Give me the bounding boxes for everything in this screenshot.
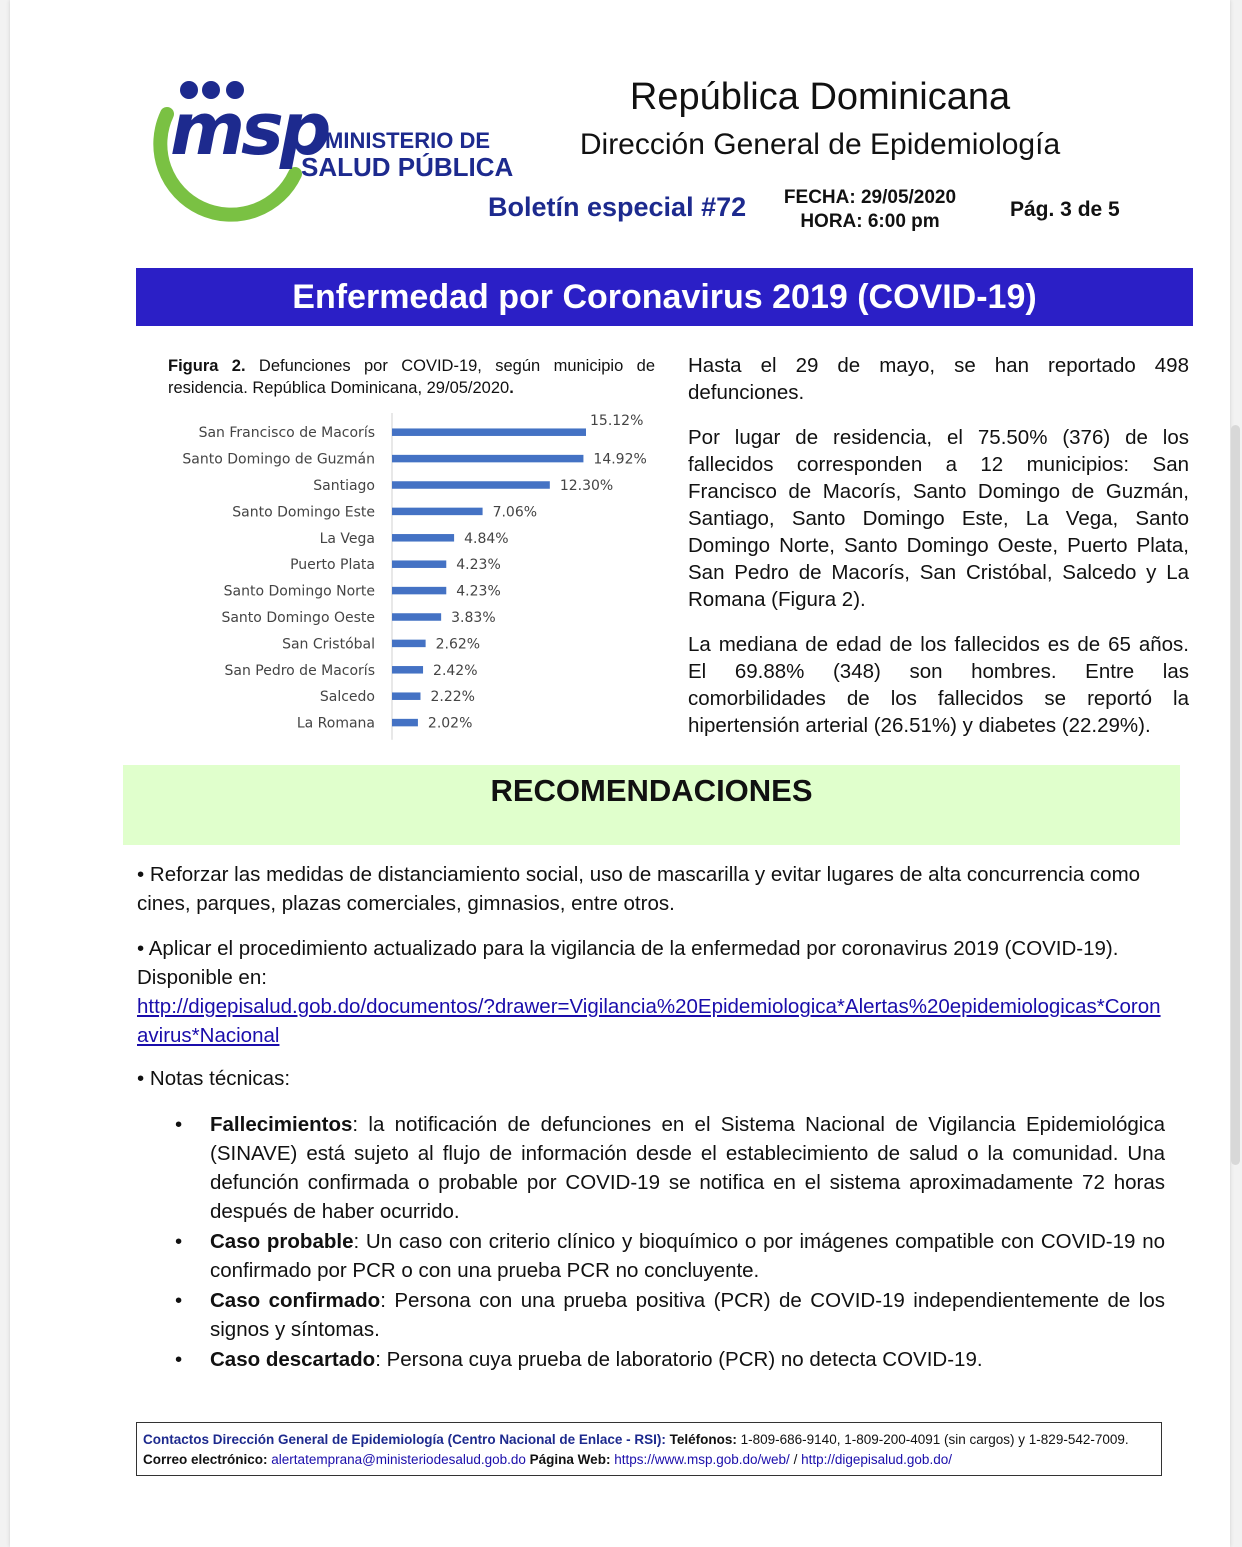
note-caso-confirmado bbox=[175, 1286, 1165, 1344]
bullet: • bbox=[137, 863, 145, 886]
surveillance-procedure-link[interactable]: http://digepisalud.gob.do/documentos/?drawer=Vigilancia%20Epidemiologica*Alertas%20epidemiologicas*Coronavirus*Nacional bbox=[137, 995, 1161, 1047]
note-text: : Persona cuya prueba de laboratorio (PCR) no detecta COVID-19. bbox=[375, 1348, 983, 1371]
bar bbox=[392, 534, 454, 542]
bar bbox=[392, 481, 550, 489]
email-label: Correo electrónico: bbox=[143, 1452, 268, 1467]
direction-title: Dirección General de Epidemiología bbox=[579, 128, 1061, 161]
deaths-by-municipality-chart bbox=[160, 405, 670, 745]
recommendation-text-2: Aplicar el procedimiento actualizado para la vigilancia de la enfermedad por coronavirus 2019 (COVID-19). Disponible en: bbox=[137, 937, 1119, 989]
bullet: • bbox=[175, 1113, 183, 1136]
category-label: Santo Domingo Oeste bbox=[221, 610, 375, 626]
web-link-msp[interactable]: https://www.msp.gob.do/web/ bbox=[614, 1452, 790, 1467]
category-label: Santo Domingo Este bbox=[232, 504, 375, 521]
page-number: Pág. 3 de 5 bbox=[1010, 198, 1120, 221]
category-label: Santiago bbox=[313, 478, 375, 494]
recommendation-text-1: Reforzar las medidas de distanciamiento social, uso de mascarilla y evitar lugares de alta concurrencia como cines, parques, plazas comerciales, gimnasios, entre otros. bbox=[137, 863, 1141, 915]
data-label: 3.83% bbox=[451, 610, 496, 626]
note-term: Caso confirmado bbox=[210, 1289, 381, 1312]
note-text: : Un caso con criterio clínico y bioquímico o por imágenes compatible con COVID-19 no confirmado por PCR o con una prueba PCR no concluyente. bbox=[210, 1230, 1165, 1282]
technical-notes-list bbox=[175, 1110, 1165, 1375]
bar bbox=[392, 719, 418, 727]
note-fallecimientos bbox=[175, 1110, 1165, 1226]
recommendation-item-3 bbox=[137, 1064, 1167, 1093]
logo-mark: msp bbox=[170, 87, 328, 171]
contacts-footer bbox=[136, 1422, 1162, 1476]
category-label: Salcedo bbox=[319, 689, 375, 706]
note-text: : la notificación de defunciones en el Sistema Nacional de Vigilancia Epidemiológica (SINAVE) está sujeto al flujo de información desde el establecimiento de salud o la comunidad. Una defunción confirmada o probable por COVID-19 se notifica en el sistema aproximadamente 72 horas después de haber ocurrido. bbox=[210, 1113, 1165, 1223]
category-label: La Romana bbox=[296, 715, 375, 732]
figure-caption bbox=[168, 355, 655, 399]
logo-line2: SALUD PÚBLICA bbox=[301, 152, 514, 182]
bar bbox=[392, 666, 423, 674]
phones-label: Teléfonos: bbox=[669, 1432, 737, 1447]
bar bbox=[392, 587, 446, 595]
country-title: República Dominicana bbox=[629, 76, 1011, 118]
recommendation-item-2 bbox=[137, 934, 1167, 1050]
bullet: • bbox=[137, 937, 145, 960]
note-text: : Persona con una prueba positiva (PCR) de COVID-19 independientemente de los signos y síntomas. bbox=[210, 1289, 1165, 1341]
category-label: San Cristóbal bbox=[282, 636, 375, 653]
bar bbox=[392, 640, 426, 648]
document-page bbox=[10, 0, 1230, 1547]
summary-paragraph-3: La mediana de edad de los fallecidos es de 65 años. El 69.88% (348) son hombres. Entre las comorbilidades de los fallecidos se reportó la hipertensión arterial (26.51%) y diabetes (22.29%). bbox=[688, 633, 1189, 737]
bar bbox=[392, 560, 446, 568]
category-label: San Francisco de Macorís bbox=[198, 425, 375, 442]
data-label: 7.06% bbox=[492, 504, 538, 521]
category-label: Santo Domingo de Guzmán bbox=[182, 451, 375, 468]
bullet: • bbox=[175, 1348, 183, 1371]
summary-paragraph-2: Por lugar de residencia, el 75.50% (376) de los fallecidos corresponden a 12 municipios: San Francisco de Macorís, Santo Domingo de Guzmán, Santiago, Santo Domingo Este, La Vega, Santo Domingo Norte, Santo Domingo Oeste, Puerto Plata, San Pedro de Macorís, San Cristóbal, Salcedo y La Romana (Figura 2). bbox=[688, 426, 1189, 611]
category-label: San Pedro de Macorís bbox=[224, 662, 375, 679]
data-label: 4.84% bbox=[464, 530, 509, 547]
category-label: La Vega bbox=[319, 530, 375, 547]
web-label: Página Web: bbox=[529, 1452, 611, 1467]
bullet: • bbox=[137, 1067, 145, 1090]
contacts-title: Contactos Dirección General de Epidemiología (Centro Nacional de Enlace - RSI): bbox=[143, 1432, 666, 1447]
data-label: 2.22% bbox=[430, 689, 475, 706]
bar bbox=[392, 692, 420, 700]
section-banner: Enfermedad por Coronavirus 2019 (COVID-19) bbox=[136, 268, 1193, 326]
figure-caption-end: . bbox=[509, 379, 514, 397]
data-label: 12.30% bbox=[559, 478, 614, 494]
vertical-scrollbar[interactable] bbox=[1231, 425, 1240, 1165]
note-term: Fallecimientos bbox=[210, 1113, 353, 1136]
summary-paragraph-1: Hasta el 29 de mayo, se han reportado 498 defunciones. bbox=[688, 354, 1189, 404]
logo-line1: MINISTERIO DE bbox=[325, 128, 491, 153]
bullet: • bbox=[175, 1289, 183, 1312]
figure-label: Figura 2. bbox=[168, 357, 246, 375]
data-label: 4.23% bbox=[456, 557, 501, 574]
data-label: 2.42% bbox=[433, 662, 478, 679]
note-term: Caso probable bbox=[210, 1230, 354, 1253]
figure-caption-text: Defunciones por COVID-19, según municipio de residencia. República Dominicana, 29/05/2020 bbox=[168, 357, 655, 397]
recommendation-item-1 bbox=[137, 860, 1167, 918]
recommendations-title: RECOMENDACIONES bbox=[490, 773, 813, 808]
recommendation-text-3: Notas técnicas: bbox=[144, 1067, 291, 1090]
data-label: 2.02% bbox=[427, 715, 473, 732]
date-time-block bbox=[770, 186, 970, 234]
data-label: 4.23% bbox=[456, 583, 501, 600]
bar bbox=[392, 613, 441, 621]
bar bbox=[392, 455, 583, 463]
category-label: Santo Domingo Norte bbox=[223, 583, 375, 600]
note-caso-probable bbox=[175, 1227, 1165, 1285]
date-label: FECHA: 29/05/2020 bbox=[783, 187, 957, 208]
web-link-digepisalud[interactable]: http://digepisalud.gob.do/ bbox=[801, 1452, 952, 1467]
data-label: 14.92% bbox=[593, 451, 647, 468]
bullet: • bbox=[175, 1230, 183, 1253]
web-separator: / bbox=[793, 1452, 798, 1467]
email-link[interactable]: alertatemprana@ministeriodesalud.gob.do bbox=[271, 1452, 526, 1467]
msp-logo bbox=[155, 74, 514, 204]
bulletin-number: Boletín especial #72 bbox=[488, 192, 747, 222]
phones-value: 1-809-686-9140, 1-809-200-4091 (sin cargos) y 1-829-542-7009. bbox=[736, 1432, 1129, 1447]
data-label: 15.12% bbox=[590, 413, 644, 430]
data-label: 2.62% bbox=[435, 636, 481, 653]
note-term: Caso descartado bbox=[210, 1348, 376, 1371]
bar bbox=[392, 428, 586, 436]
category-label: Puerto Plata bbox=[290, 557, 375, 574]
bar bbox=[392, 508, 483, 516]
time-label: HORA: 6:00 pm bbox=[800, 211, 940, 232]
note-caso-descartado bbox=[175, 1345, 1165, 1374]
